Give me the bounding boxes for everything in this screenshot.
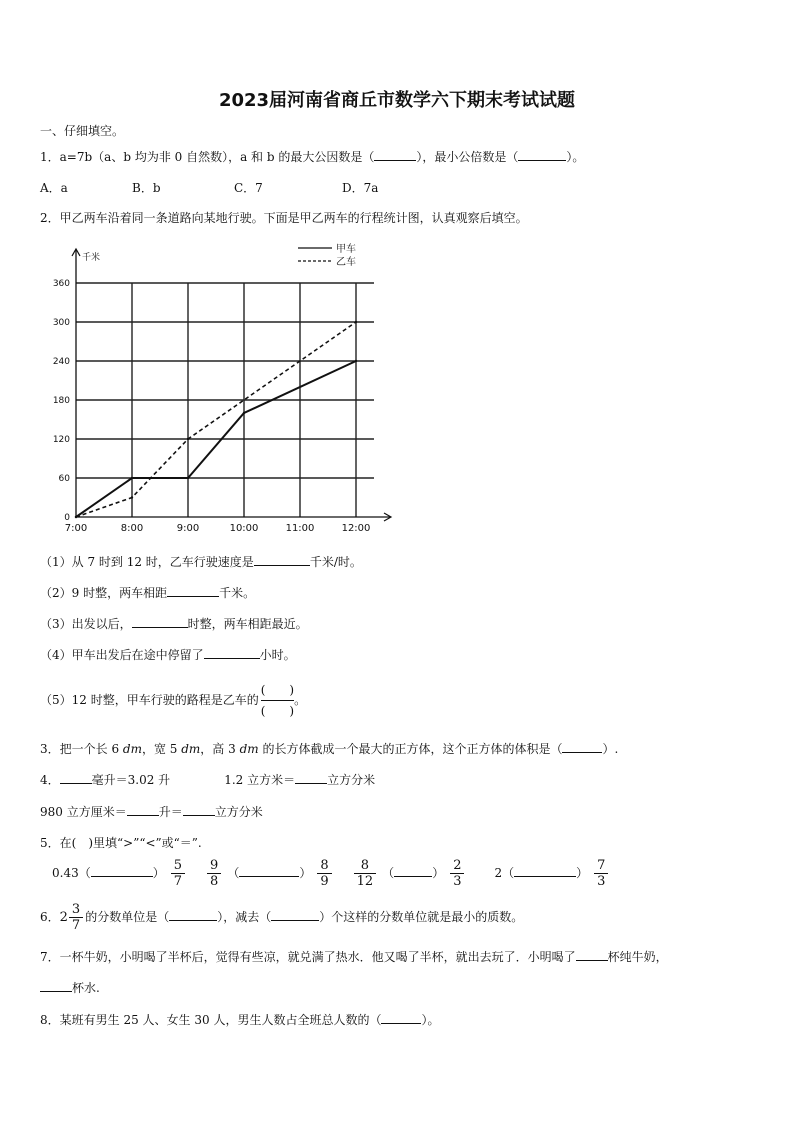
q2-sub-4 <box>40 646 296 663</box>
q2-sub-3-text: （3）出发以后， <box>40 617 132 631</box>
answer-blank[interactable] <box>518 148 566 161</box>
data-point <box>75 516 77 518</box>
q2-sub-5-text: （5）12 时整，甲车行驶的路程是乙车的 <box>40 693 259 707</box>
question-7-line-2 <box>40 979 100 996</box>
q5-value: 0.43 <box>52 866 79 880</box>
denominator: 12 <box>354 873 377 889</box>
q1-options <box>40 179 378 196</box>
q4-text: 980 立方厘米＝ <box>40 805 127 819</box>
numerator: 2 <box>453 858 462 873</box>
answer-blank[interactable] <box>576 948 608 961</box>
question-number: 5． <box>40 836 60 850</box>
question-4-line-2 <box>40 803 263 820</box>
question-number: 6． <box>40 910 60 924</box>
page-title: 2023届河南省商丘市数学六下期末考试试题 <box>218 90 576 111</box>
denominator: 8 <box>207 873 221 889</box>
question-8 <box>40 1011 439 1028</box>
legend-label: 甲车 <box>336 244 356 255</box>
q2-sub-1 <box>40 553 362 570</box>
numerator: 7 <box>597 858 606 873</box>
q6-text: 的分数单位是（ <box>85 910 170 924</box>
q2-sub-2-unit: 千米。 <box>219 586 256 600</box>
question-5 <box>40 834 202 851</box>
answer-blank[interactable] <box>271 908 319 921</box>
question-number: 8． <box>40 1013 60 1027</box>
data-point <box>355 321 357 323</box>
data-point <box>187 438 189 440</box>
q7-text: 一杯牛奶，小明喝了半杯后，觉得有些凉，就兑满了热水．他又喝了半杯，就出去玩了．小明喝了 <box>59 950 576 964</box>
section-heading: 一、仔细填空。 <box>40 124 125 138</box>
x-tick-label: 7:00 <box>64 523 88 534</box>
q2-sub-3-text-end: 时整，两车相距最近。 <box>187 617 308 631</box>
q2-sub-1-unit: 千米/时。 <box>309 555 362 569</box>
chart-series <box>75 321 357 518</box>
chart-legend <box>298 243 356 268</box>
option-c[interactable]: C．7 <box>234 181 263 195</box>
compare-blank[interactable] <box>514 864 576 877</box>
q2-sub-4-unit: 小时。 <box>259 648 296 662</box>
q3-text-end: ）. <box>602 742 619 756</box>
q1-text: ），最小公倍数是（ <box>416 150 519 164</box>
q8-text: 某班有男生 25 人、女生 30 人，男生人数占全班总人数的（ <box>59 1013 382 1027</box>
q5-value: 2 <box>494 866 503 880</box>
question-number: 3． <box>40 742 60 756</box>
paren: ） <box>152 866 165 880</box>
option-a[interactable]: A．a <box>40 181 68 195</box>
q2-text: 甲乙两车沿着同一条道路向某地行驶。下面是甲乙两车的行程统计图，认真观察后填空。 <box>59 211 528 225</box>
q3-text: ，高 3 <box>200 742 240 756</box>
y-tick-label: 180 <box>52 396 70 406</box>
y-axis-label: 千米 <box>82 253 101 263</box>
answer-blank[interactable] <box>127 803 159 816</box>
y-tick-label: 360 <box>52 279 70 289</box>
data-point <box>131 477 133 479</box>
numerator: 8 <box>320 858 329 873</box>
q2-sub-2-text: （2）9 时整，两车相距 <box>40 586 168 600</box>
option-d[interactable]: D．7a <box>342 181 379 195</box>
numerator: 8 <box>360 858 370 873</box>
answer-blank[interactable] <box>183 803 215 816</box>
numerator: 3 <box>71 902 81 917</box>
y-tick-label: 240 <box>52 357 70 367</box>
q1-text: a=7b（a、b 均为非 0 自然数），a 和 b 的最大公因数是（ <box>59 150 375 164</box>
q6-text: ），减去（ <box>217 910 272 924</box>
question-4 <box>40 771 375 788</box>
compare-blank[interactable] <box>394 864 432 877</box>
paren: ） <box>432 866 445 880</box>
paren: （ <box>502 866 515 880</box>
data-point <box>187 477 189 479</box>
q2-sub-3 <box>40 615 308 632</box>
x-tick-label: 8:00 <box>120 523 144 534</box>
q7-text: 杯水. <box>72 981 100 995</box>
data-point <box>355 360 357 362</box>
denominator: 7 <box>69 917 83 933</box>
fraction-answer-box[interactable] <box>261 680 294 721</box>
numerator: 5 <box>173 858 183 873</box>
compare-blank[interactable] <box>91 864 153 877</box>
y-tick-label: 0 <box>64 513 70 523</box>
legend-label: 乙车 <box>336 257 356 268</box>
paren: （ <box>382 866 395 880</box>
q3-text: ，宽 5 <box>141 742 182 756</box>
data-point <box>243 412 245 414</box>
q4-text: 升＝ <box>158 805 183 819</box>
question-7 <box>40 948 668 965</box>
x-tick-label: 10:00 <box>229 523 259 534</box>
x-tick-label: 11:00 <box>285 523 315 534</box>
q2-sub-1-text: （1）从 7 时到 12 时，乙车行驶速度是 <box>40 555 254 569</box>
answer-blank[interactable] <box>60 771 92 784</box>
denominator: 3 <box>594 873 608 889</box>
q6-text: ）个这样的分数单位就是最小的质数。 <box>319 910 524 924</box>
mixed-whole: 2 <box>59 910 68 925</box>
paren: ） <box>576 866 589 880</box>
fraction-numerator-blank[interactable]: ( ) <box>260 683 295 697</box>
fraction-2-3 <box>450 858 464 889</box>
fraction-denominator-blank[interactable]: ( ) <box>261 700 294 721</box>
q8-text: ）。 <box>421 1013 440 1027</box>
fraction-8-9 <box>317 858 331 889</box>
q4-text: 毫升＝3.02 升 <box>91 773 171 787</box>
answer-blank[interactable] <box>295 771 327 784</box>
question-3 <box>40 740 618 757</box>
option-b[interactable]: B．b <box>132 181 161 195</box>
answer-blank[interactable] <box>381 1011 421 1024</box>
y-tick-label: 120 <box>52 435 70 445</box>
q7-text: 杯纯牛奶， <box>607 950 668 964</box>
answer-blank[interactable] <box>562 740 602 753</box>
mixed-number <box>60 902 86 933</box>
question-1 <box>40 148 584 165</box>
question-number: 7． <box>40 950 60 964</box>
y-tick-label: 300 <box>52 318 70 328</box>
x-tick-label: 12:00 <box>341 523 371 534</box>
q1-text: ）。 <box>566 150 585 164</box>
data-point <box>131 496 133 498</box>
q3-text: 把一个长 6 <box>59 742 123 756</box>
answer-blank[interactable] <box>167 584 219 597</box>
answer-blank[interactable] <box>40 979 72 992</box>
fraction-9-8 <box>207 858 221 889</box>
q4-text: 立方分米 <box>214 805 263 819</box>
q2-sub-2 <box>40 584 255 601</box>
question-number: 2． <box>40 211 60 225</box>
travel-line-chart <box>40 236 420 536</box>
q4-text: 1.2 立方米＝ <box>224 773 296 787</box>
answer-blank[interactable] <box>169 908 217 921</box>
chart-axes <box>53 249 391 534</box>
chart-grid <box>76 283 374 517</box>
mixed-fraction <box>69 902 83 933</box>
y-tick-label: 60 <box>58 474 70 484</box>
question-number: 4． <box>40 773 60 787</box>
q2-sub-4-text: （4）甲车出发后在途中停留了 <box>40 648 204 662</box>
paren: （ <box>227 866 240 880</box>
fraction-8-12 <box>354 858 377 889</box>
q5-comparisons <box>52 858 614 889</box>
answer-blank[interactable] <box>204 646 260 659</box>
denominator: 7 <box>171 873 185 889</box>
fraction-7-3 <box>594 858 608 889</box>
paren: （ <box>78 866 91 880</box>
q5-text: 在( )里填“>”“<”或“＝”. <box>59 836 202 850</box>
q4-text: 立方分米 <box>327 773 376 787</box>
answer-blank[interactable] <box>254 553 310 566</box>
question-6 <box>40 902 523 933</box>
q2-sub-5-end: 。 <box>294 693 307 707</box>
q3-text: 的长方体截成一个最大的正方体，这个正方体的体积是（ <box>258 742 563 756</box>
unit-dm: dm <box>122 742 142 756</box>
x-tick-label: 9:00 <box>176 523 200 534</box>
compare-blank[interactable] <box>239 864 299 877</box>
q2-sub-5 <box>40 680 306 721</box>
answer-blank[interactable] <box>374 148 416 161</box>
paren: ） <box>299 866 312 880</box>
numerator: 9 <box>210 858 219 873</box>
question-number: 1． <box>40 150 60 164</box>
fraction-5-7 <box>171 858 185 889</box>
answer-blank[interactable] <box>132 615 188 628</box>
unit-dm: dm <box>239 742 259 756</box>
unit-dm: dm <box>181 742 201 756</box>
denominator: 9 <box>317 873 331 889</box>
denominator: 3 <box>450 873 464 889</box>
question-2 <box>40 209 528 226</box>
